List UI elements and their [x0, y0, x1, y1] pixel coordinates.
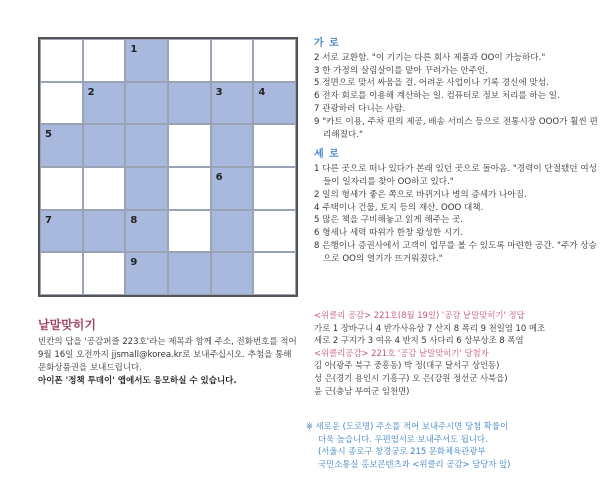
grid-cell: [125, 252, 168, 295]
grid-cell: [211, 167, 254, 210]
grid-cell: [253, 167, 296, 210]
down-clue-list: [314, 163, 604, 265]
crossword-grid: [38, 37, 298, 297]
answers-across: 가로 1 장바구니 4 반가사유상 7 산지 8 폭리 9 천일염 10 메조: [314, 322, 546, 333]
grid-cell: [253, 39, 296, 82]
event-app-notice: 아이폰 '정책 투데이' 앱에서도 응모하실 수 있습니다.: [38, 376, 237, 386]
grid-cell: [168, 124, 211, 167]
grid-cell: [83, 210, 126, 253]
clue-number: 8: [130, 214, 138, 226]
grid-cell: [125, 82, 168, 125]
grid-cell: [40, 39, 83, 82]
across-clue: 7 관광하러 다니는 사람.: [314, 103, 406, 114]
grid-cell: [83, 39, 126, 82]
grid-cell: [168, 210, 211, 253]
down-clue: 5 많은 책을 구비해놓고 읽게 해주는 곳.: [314, 215, 464, 226]
grid-cell: [253, 252, 296, 295]
clue-number: 2: [87, 86, 95, 98]
clue-number: 6: [215, 172, 223, 183]
winner-line: 윤 근(충남 부여군 임천면): [314, 385, 410, 396]
clue-number: 3: [215, 86, 223, 98]
grid-cell: [211, 82, 254, 125]
winners-heading: <위클리공감> 221호 '공감 낱말맞히기' 당첨자: [314, 347, 489, 358]
down-clue: 4 주택이나 건물, 토지 등의 재산. OOO 대책.: [314, 202, 484, 213]
grid-cell: [40, 124, 83, 167]
clue-number: 7: [45, 214, 52, 226]
across-clue: 5 정면으로 맞서 싸움을 걸. 어려운 사업이나 기록 경신에 맞섬.: [314, 78, 549, 89]
down-clue: 6 형세나 세력 따위가 한창 왕성한 시기.: [314, 228, 464, 239]
notice-line: 더욱 높습니다. 우편엽서로 보내주셔도 됩니다.: [318, 433, 488, 444]
grid-cell: [168, 252, 211, 295]
down-clue: 2 일의 형세가 좋은 쪽으로 바뀌거나 병의 증세가 나아짐.: [314, 189, 527, 200]
across-clue-list: [314, 52, 604, 142]
notice-line: 국민소통실 홍보콘텐츠과 <위클리 공감> 담당자 앞): [318, 458, 511, 469]
across-title: 가 로: [314, 38, 340, 49]
clue-number: 5: [45, 129, 52, 141]
grid-cell: [211, 210, 254, 253]
grid-cell: [211, 39, 254, 82]
answers-down: 세로 2 구지가 3 여유 4 반지 5 사다리 6 상부상조 8 폭염: [314, 335, 524, 346]
grid-cell: [253, 82, 296, 125]
clue-number: 9: [130, 257, 138, 269]
grid-cell: [125, 210, 168, 253]
notice-line: ※ 새로운 (도로명) 주소를 적어 보내주시면 당첨 확률이: [306, 421, 509, 431]
winner-line: 성 은(경기 용인시 기흥구) 오 은(강원 정선군 사북읍): [314, 372, 508, 383]
grid-cell: [211, 252, 254, 295]
event-title: 낱말맞히기: [38, 318, 96, 332]
grid-cell: [211, 124, 254, 167]
grid-cell: [168, 39, 211, 82]
winner-line: 김 아(광주 북구 중흥동) 박 정(대구 달서구 상인동): [314, 360, 500, 371]
down-clue: 1 다른 곳으로 떠나 있다가 본래 있던 곳으로 돌아옴. "경력이 단절됐던 여성들이 일자리를 찾아 OO하고 있다.": [314, 164, 597, 187]
down-title: 세 로: [314, 149, 340, 161]
across-clue: 2 서로 교환함. "이 기기는 다른 회사 제품과 OO이 가능하다.": [314, 52, 546, 63]
answers-heading: <위클리 공감> 221호(8월 19일) '공감 낱말맞히기' 정답: [314, 310, 525, 320]
grid-cell: [168, 82, 211, 125]
grid-cell: [40, 167, 83, 210]
grid-cell: [40, 210, 83, 253]
grid-cell: [40, 252, 83, 295]
grid-cell: [253, 210, 296, 253]
event-box: [38, 319, 302, 388]
notice-line: (서울시 종로구 창경궁로 215 문화체육관광부: [318, 446, 486, 457]
grid-cell: [125, 39, 168, 82]
across-clue: 6 전자 회로를 이용해 계산하는 일. 컴퓨터로 정보 처리를 하는 일.: [314, 91, 560, 102]
clue-number: 1: [130, 44, 138, 55]
clue-number: 4: [258, 86, 266, 98]
grid-cell: [83, 252, 126, 295]
grid-cell: [125, 124, 168, 167]
across-clue: 3 한 가정의 살림살이를 맡아 꾸려가는 안주인.: [314, 65, 489, 76]
grid-cell: [83, 167, 126, 210]
across-clue: 9 "카트 이용, 주차 편의 제공, 배송 서비스 등으로 전통시장 OOO가 훨씬 편리해졌다.": [314, 116, 598, 140]
grid-cell: [168, 167, 211, 210]
grid-cell: [40, 82, 83, 125]
address-notice: [306, 420, 604, 470]
grid-cell: [83, 82, 126, 125]
event-text: 빈칸의 답을 '공감퍼즐 223호'라는 제목과 함께 주소, 전화번호를 적어 9월 16일 오전까지 jjsmall@korea.kr로 보내주십시오. 추첨을 통해 문화상품권을 보내드립니다.: [38, 337, 297, 373]
grid-cell: [125, 167, 168, 210]
clue-panel: [314, 38, 604, 266]
grid-cell: [83, 124, 126, 167]
answers-box: [314, 309, 606, 397]
grid-cell: [253, 124, 296, 167]
down-clue: 8 은행이나 증권사에서 고객이 업무를 볼 수 있도록 마련한 공간. "주가 상승으로 OO의 열기가 뜨거워졌다.": [314, 240, 597, 264]
